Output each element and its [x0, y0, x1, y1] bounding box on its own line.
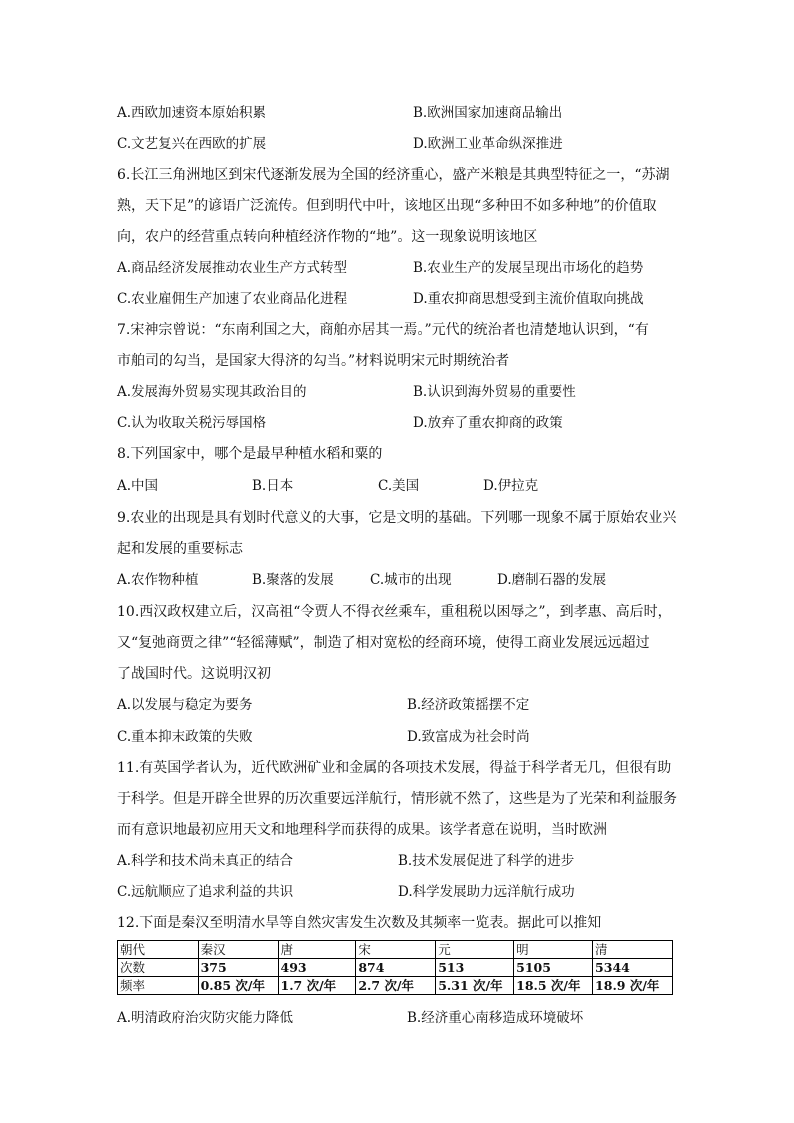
q6-option-b: B.农业生产的发展呈现出市场化的趋势	[413, 260, 644, 276]
table-cell: 0.85 次/年	[198, 977, 278, 995]
table-cell: 宋	[356, 941, 436, 959]
q7-stem-line1: 7.宋神宗曾说：“东南利国之大，商舶亦居其一焉。”元代的统治者也清楚地认识到，“有	[117, 322, 649, 338]
q10-option-d: D.致富成为社会时尚	[407, 729, 530, 745]
q8-stem-line1: 8.下列国家中，哪个是最早种植水稻和粟的	[117, 446, 383, 462]
q7-option-c: C.认为收取关税污辱国格	[117, 415, 267, 431]
q9-option-c: C.城市的出现	[370, 572, 452, 588]
table-cell: 18.5 次/年	[514, 977, 593, 995]
q6-option-c: C.农业雇佣生产加速了农业商品化进程	[117, 291, 348, 307]
table-cell: 513	[436, 959, 514, 977]
q6-option-d: D.重农抑商思想受到主流价值取向挑战	[413, 291, 644, 307]
q9-option-a: A.农作物种植	[117, 572, 199, 588]
table-cell: 5.31 次/年	[436, 977, 514, 995]
table-cell: 清	[593, 941, 673, 959]
table-header-row	[118, 941, 673, 959]
q11-stem-line3: 而有意识地最初应用天文和地理科学而获得的成果。该学者意在说明，当时欧洲	[117, 822, 607, 838]
q10-option-a: A.以发展与稳定为要务	[117, 697, 253, 713]
table-cell: 元	[436, 941, 514, 959]
table-cell: 18.9 次/年	[593, 977, 673, 995]
table-cell: 次数	[118, 959, 199, 977]
q7-stem-line2: 市舶司的勾当，是国家大得济的勾当。”材料说明宋元时期统治者	[117, 353, 510, 369]
q5-option-c: C.文艺复兴在西欧的扩展	[117, 136, 267, 152]
q6-stem-line1: 6.长江三角洲地区到宋代逐渐发展为全国的经济重心，盛产米粮是其典型特征之一，“苏湖	[117, 167, 670, 183]
table-cell: 375	[198, 959, 278, 977]
table-cell: 5105	[514, 959, 593, 977]
q12-option-a: A.明清政府治灾防灾能力降低	[117, 1010, 294, 1026]
q8-option-c: C.美国	[378, 478, 420, 494]
q11-option-b: B.技术发展促进了科学的进步	[398, 853, 575, 869]
table-cell: 2.7 次/年	[356, 977, 436, 995]
q11-option-c: C.远航顺应了追求利益的共识	[117, 884, 294, 900]
q10-stem-line3: 了战国时代。这说明汉初	[117, 666, 271, 682]
q6-option-a: A.商品经济发展推动农业生产方式转型	[117, 260, 348, 276]
table-cell: 明	[514, 941, 593, 959]
q11-stem-line1: 11.有英国学者认为，近代欧洲矿业和金属的各项技术发展，得益于科学者无几，但很有助	[117, 760, 672, 776]
q9-stem-line1: 9.农业的出现是具有划时代意义的大事，它是文明的基础。下列哪一现象不属于原始农业兴	[117, 510, 677, 526]
q9-option-d: D.磨制石器的发展	[497, 572, 607, 588]
q5-option-d: D.欧洲工业革命纵深推进	[413, 136, 563, 152]
q7-option-d: D.放弃了重农抑商的政策	[413, 415, 563, 431]
q10-stem-line2: 又“复弛商贾之律”“轻徭薄赋”，制造了相对宽松的经商环境，使得工商业发展远远超过	[117, 635, 650, 651]
q8-option-a: A.中国	[117, 478, 159, 494]
q7-option-a: A.发展海外贸易实现其政治目的	[117, 384, 307, 400]
table-cell: 秦汉	[198, 941, 278, 959]
q6-stem-line2: 熟，天下足”的谚语广泛流传。但到明代中叶，该地区出现“多种田不如多种地”的价值取	[117, 198, 657, 214]
q12-option-b: B.经济重心南移造成环境破坏	[407, 1010, 584, 1026]
q5-option-a: A.西欧加速资本原始积累	[117, 105, 267, 121]
q10-option-c: C.重本抑末政策的失败	[117, 729, 253, 745]
q8-option-b: B.日本	[252, 478, 294, 494]
table-cell: 1.7 次/年	[278, 977, 356, 995]
q10-stem-line1: 10.西汉政权建立后，汉高祖“令贾人不得衣丝乘车，重租税以困辱之”，到孝惠、高后时，	[117, 604, 672, 620]
table-cell: 874	[356, 959, 436, 977]
table-cell: 5344	[593, 959, 673, 977]
q9-option-b: B.聚落的发展	[252, 572, 334, 588]
q8-option-d: D.伊拉克	[483, 478, 539, 494]
q9-stem-line2: 起和发展的重要标志	[117, 541, 243, 557]
q12-stem-line1: 12.下面是秦汉至明清水旱等自然灾害发生次数及其频率一览表。据此可以推知	[117, 915, 602, 931]
table-cell: 493	[278, 959, 356, 977]
table-cell: 频率	[118, 977, 199, 995]
table-cell: 朝代	[118, 941, 199, 959]
q7-option-b: B.认识到海外贸易的重要性	[413, 384, 576, 400]
table-row-counts	[118, 959, 673, 977]
table-cell: 唐	[278, 941, 356, 959]
q6-stem-line3: 向，农户的经营重点转向种植经济作物的“地”。这一现象说明该地区	[117, 229, 538, 245]
q11-option-a: A.科学和技术尚未真正的结合	[117, 853, 294, 869]
q11-stem-line2: 于科学。但是开辟全世界的历次重要远洋航行，情形就不然了，这些是为了光荣和利益服务	[117, 791, 677, 807]
disaster-frequency-table	[117, 940, 673, 995]
table-row-rates	[118, 977, 673, 995]
q10-option-b: B.经济政策摇摆不定	[407, 697, 530, 713]
q5-option-b: B.欧洲国家加速商品输出	[413, 105, 563, 121]
q11-option-d: D.科学发展助力远洋航行成功	[398, 884, 575, 900]
